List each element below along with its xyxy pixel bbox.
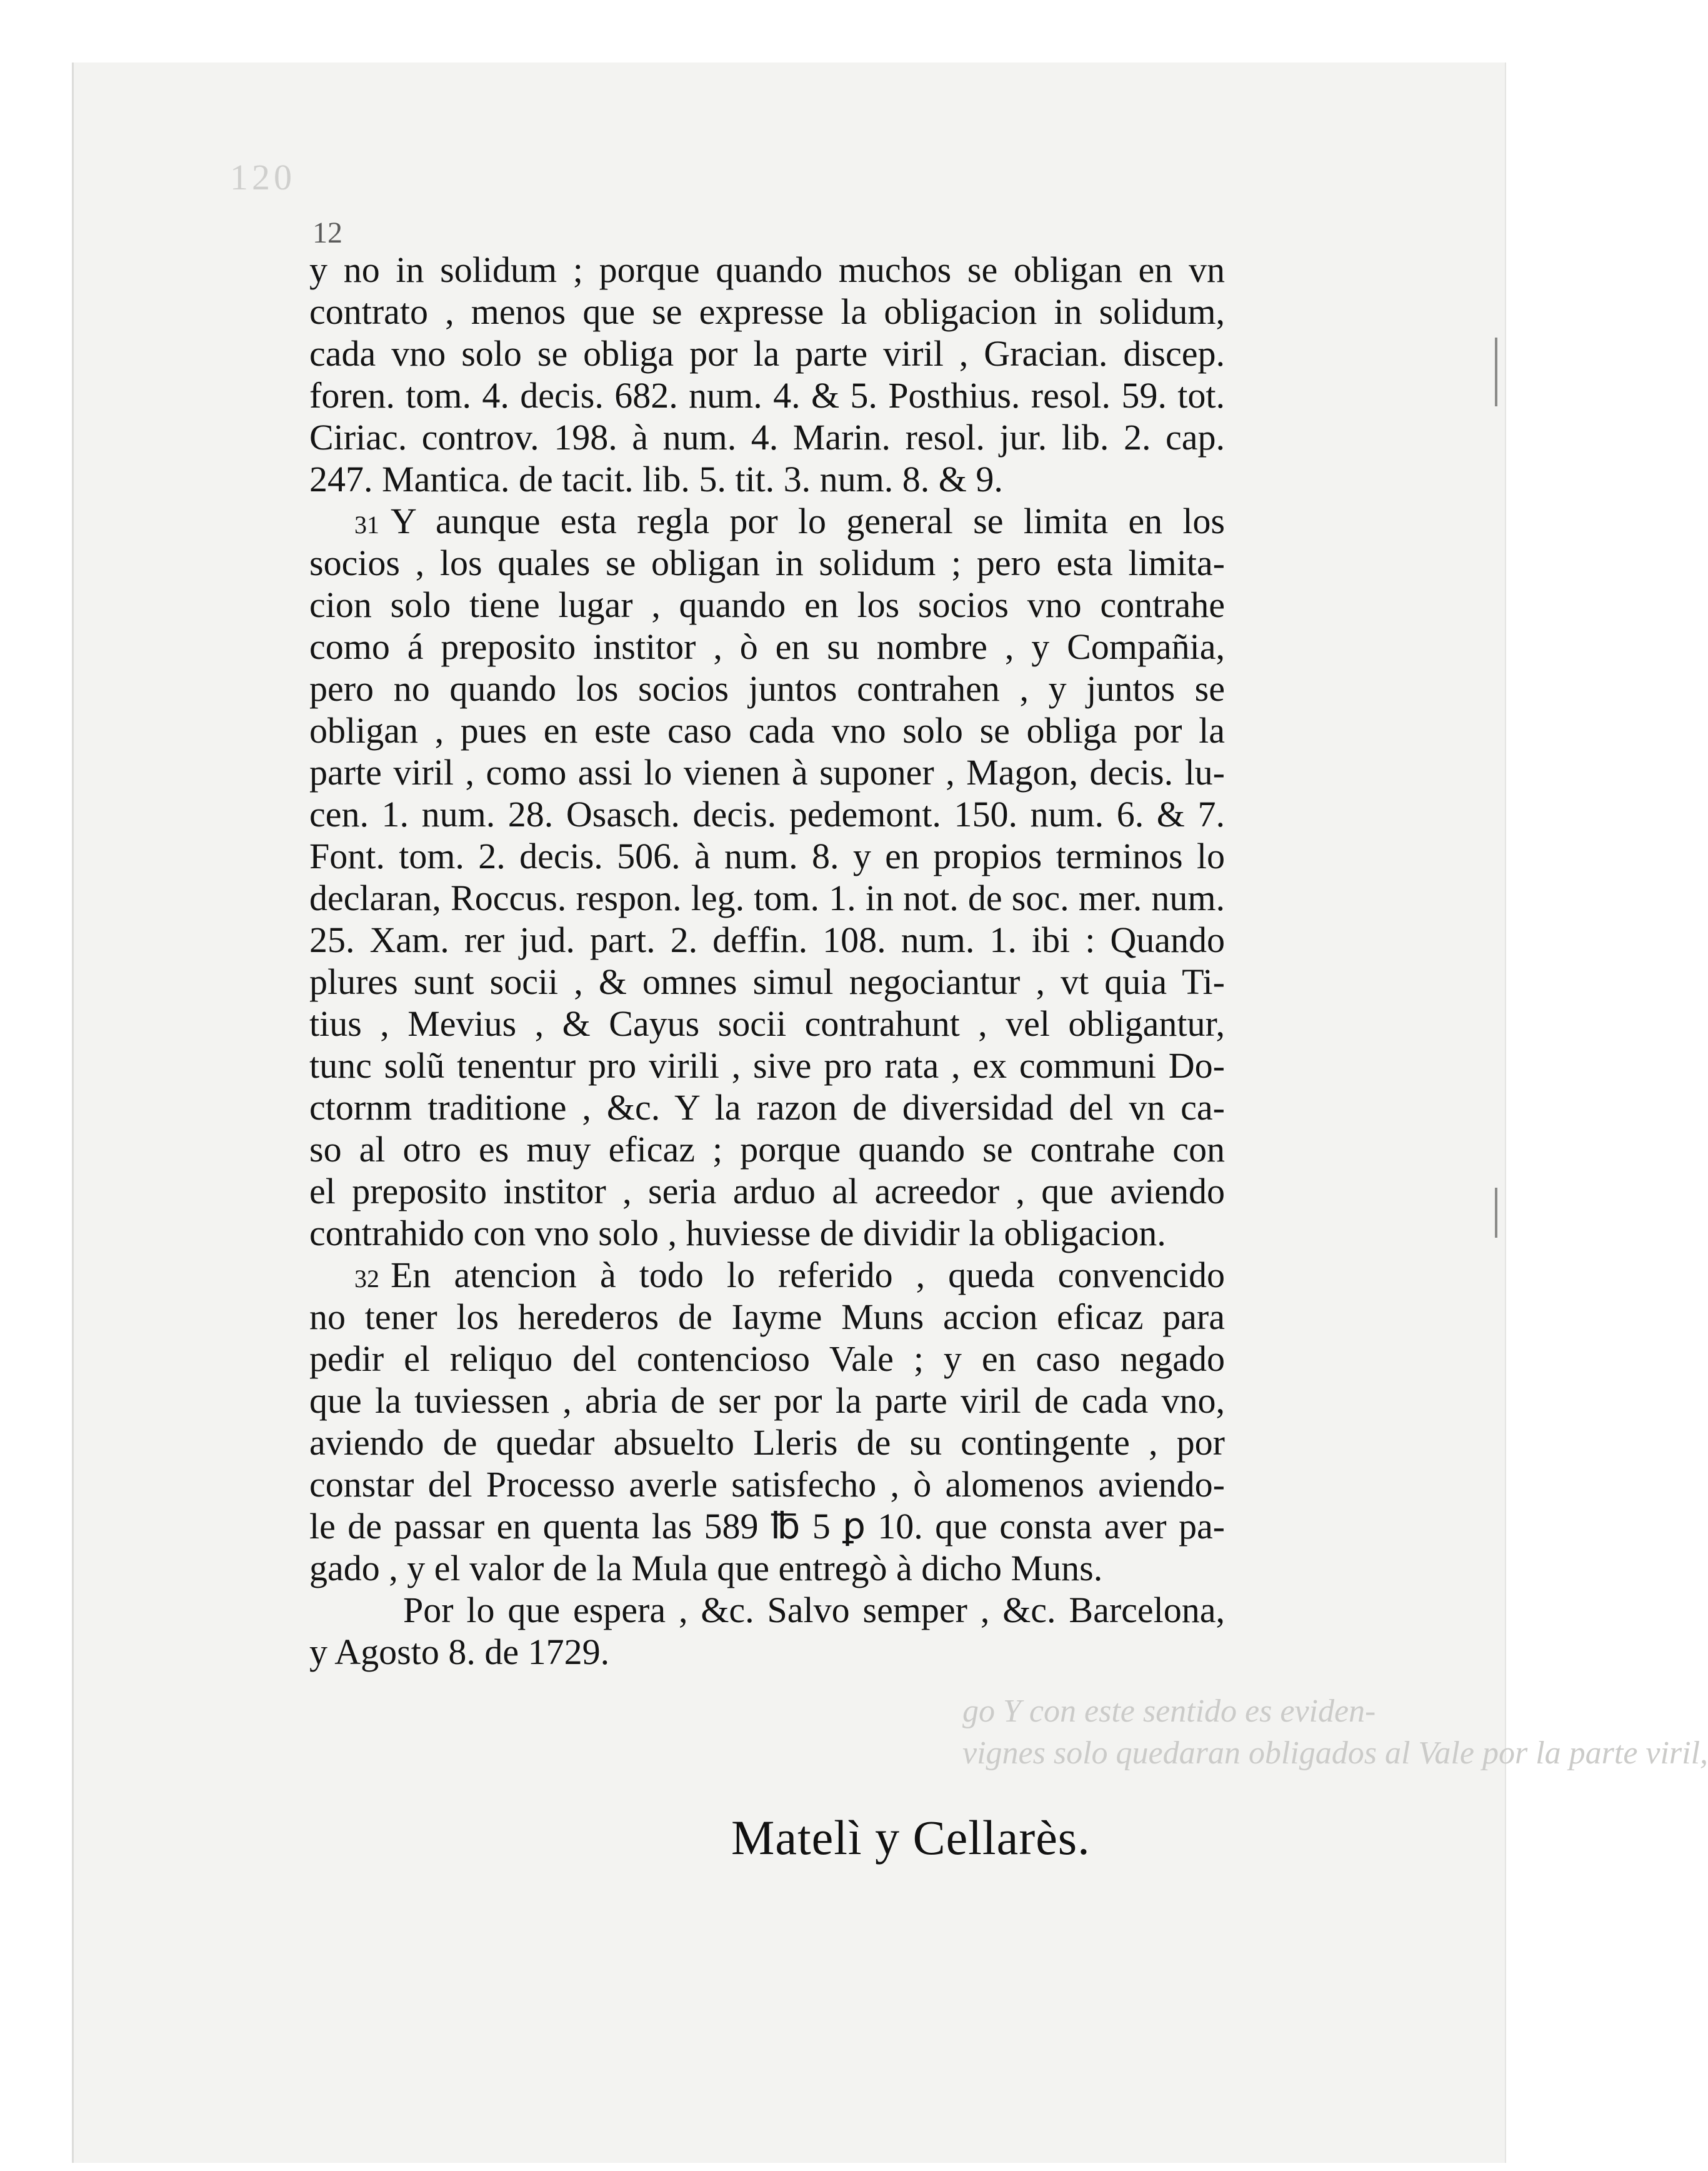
line-text: cen. 1. num. 28. Osasch. decis. pedemont. 150. num. 6. & 7. — [309, 794, 1225, 835]
text-line — [309, 542, 1225, 584]
text-line — [309, 1045, 1225, 1086]
text-line — [309, 333, 1225, 374]
line-text: Font. tom. 2. decis. 506. à num. 8. y en propios terminos lo — [309, 836, 1225, 876]
line-text: le de passar en quenta las 589 ℔ 5 ꝑ 10. que consta aver pa- — [309, 1506, 1225, 1547]
text-line — [309, 1631, 1225, 1673]
page-number: 12 — [312, 216, 342, 249]
text-line — [309, 626, 1225, 668]
text-line — [309, 1380, 1225, 1421]
signature: Matelì y Cellarès. — [731, 1810, 1091, 1865]
text-line — [309, 1463, 1225, 1505]
text-line — [309, 249, 1225, 291]
text-line — [309, 1296, 1225, 1338]
faint-folio-mark: 120 — [230, 157, 296, 198]
line-text: tunc solũ tenentur pro virili , sive pro rata , ex communi Do- — [309, 1045, 1225, 1086]
line-text: pero no quando los socios juntos contrahen , y juntos se — [309, 668, 1225, 709]
line-text: plures sunt socii , & omnes simul negociantur , vt quia Ti- — [309, 961, 1225, 1002]
line-text: obligan , pues en este caso cada vno solo se obliga por la — [309, 710, 1225, 751]
page-edge-mark — [1495, 1188, 1497, 1238]
line-text: que la tuviessen , abria de ser por la parte viril de cada vno, — [309, 1380, 1225, 1421]
line-text: socios , los quales se obligan in solidum ; pero esta limita- — [309, 543, 1225, 583]
line-text: y no in solidum ; porque quando muchos se obligan en vn — [309, 249, 1225, 290]
text-line — [309, 961, 1225, 1003]
line-text: parte viril , como assi lo vienen à suponer , Magon, decis. lu- — [309, 752, 1225, 793]
line-text: Y aunque esta regla por lo general se limita en los — [391, 501, 1225, 541]
line-text: y Agosto 8. de 1729. — [309, 1632, 610, 1672]
line-text: foren. tom. 4. decis. 682. num. 4. & 5. Posthius. resol. 59. tot. — [309, 375, 1225, 416]
paragraph-number: 31 — [354, 511, 379, 539]
line-text: so al otro es muy eficaz ; porque quando se contrahe con — [309, 1129, 1225, 1170]
line-text: como á preposito institor , ò en su nombre , y Compañia, — [309, 626, 1225, 667]
text-line — [309, 416, 1225, 458]
line-text: cion solo tiene lugar , quando en los socios vno contrahe — [309, 584, 1225, 625]
line-text: gado , y el valor de la Mula que entregò à dicho Muns. — [309, 1548, 1103, 1588]
text-line — [309, 1254, 1225, 1296]
line-text: Ciriac. controv. 198. à num. 4. Marin. resol. jur. lib. 2. cap. — [309, 417, 1225, 458]
text-line — [309, 709, 1225, 751]
line-text: En atencion à todo lo referido , queda convencido — [391, 1255, 1225, 1295]
text-line — [309, 291, 1225, 333]
bleed-through-text: go Y con este sentido es eviden- — [962, 1693, 1376, 1729]
text-line — [309, 668, 1225, 709]
text-line — [309, 1547, 1225, 1589]
line-text: pedir el reliquo del contencioso Vale ; y en caso negado — [309, 1338, 1225, 1379]
text-line — [309, 919, 1225, 961]
bleed-through-text: vignes solo quedaran obligados al Vale por la parte viril, — [962, 1735, 1708, 1771]
line-text: 25. Xam. rer jud. part. 2. deffin. 108. num. 1. ibi : Quando — [309, 920, 1225, 960]
text-line — [309, 835, 1225, 877]
text-line — [309, 793, 1225, 835]
line-text: contrahido con vno solo , huviesse de dividir la obligacion. — [309, 1213, 1166, 1253]
text-line — [309, 1505, 1225, 1547]
paragraph-number: 32 — [354, 1265, 379, 1293]
line-text: tius , Mevius , & Cayus socii contrahunt , vel obligantur, — [309, 1003, 1225, 1044]
text-line — [309, 751, 1225, 793]
line-text: Por lo que espera , &c. Salvo semper , &c. Barcelona, — [403, 1590, 1225, 1630]
text-line — [309, 1421, 1225, 1463]
text-line — [309, 458, 1225, 500]
text-line — [309, 1170, 1225, 1212]
text-line — [309, 374, 1225, 416]
line-text: cada vno solo se obliga por la parte viril , Gracian. discep. — [309, 333, 1225, 374]
line-text: no tener los herederos de Iayme Muns accion eficaz para — [309, 1296, 1225, 1337]
text-line — [309, 1338, 1225, 1380]
text-line — [309, 1086, 1225, 1128]
line-text: contrato , menos que se expresse la obligacion in solidum, — [309, 291, 1225, 332]
text-line — [309, 584, 1225, 626]
text-line — [309, 1128, 1225, 1170]
line-text: 247. Mantica. de tacit. lib. 5. tit. 3. num. 8. & 9. — [309, 459, 1003, 499]
text-line — [309, 1003, 1225, 1045]
page-edge-mark — [1495, 338, 1497, 406]
body-text — [309, 249, 1225, 1762]
line-text: constar del Processo averle satisfecho , ò alomenos aviendo- — [309, 1464, 1225, 1505]
text-line — [309, 877, 1225, 919]
text-line — [309, 500, 1225, 542]
text-line — [309, 1212, 1225, 1254]
line-text: declaran, Roccus. respon. leg. tom. 1. in not. de soc. mer. num. — [309, 878, 1225, 918]
line-text: aviendo de quedar absuelto Lleris de su contingente , por — [309, 1422, 1225, 1463]
text-line — [309, 1589, 1225, 1631]
line-text: ctornm traditione , &c. Y la razon de diversidad del vn ca- — [309, 1087, 1225, 1128]
line-text: el preposito institor , seria arduo al acreedor , que aviendo — [309, 1171, 1225, 1211]
